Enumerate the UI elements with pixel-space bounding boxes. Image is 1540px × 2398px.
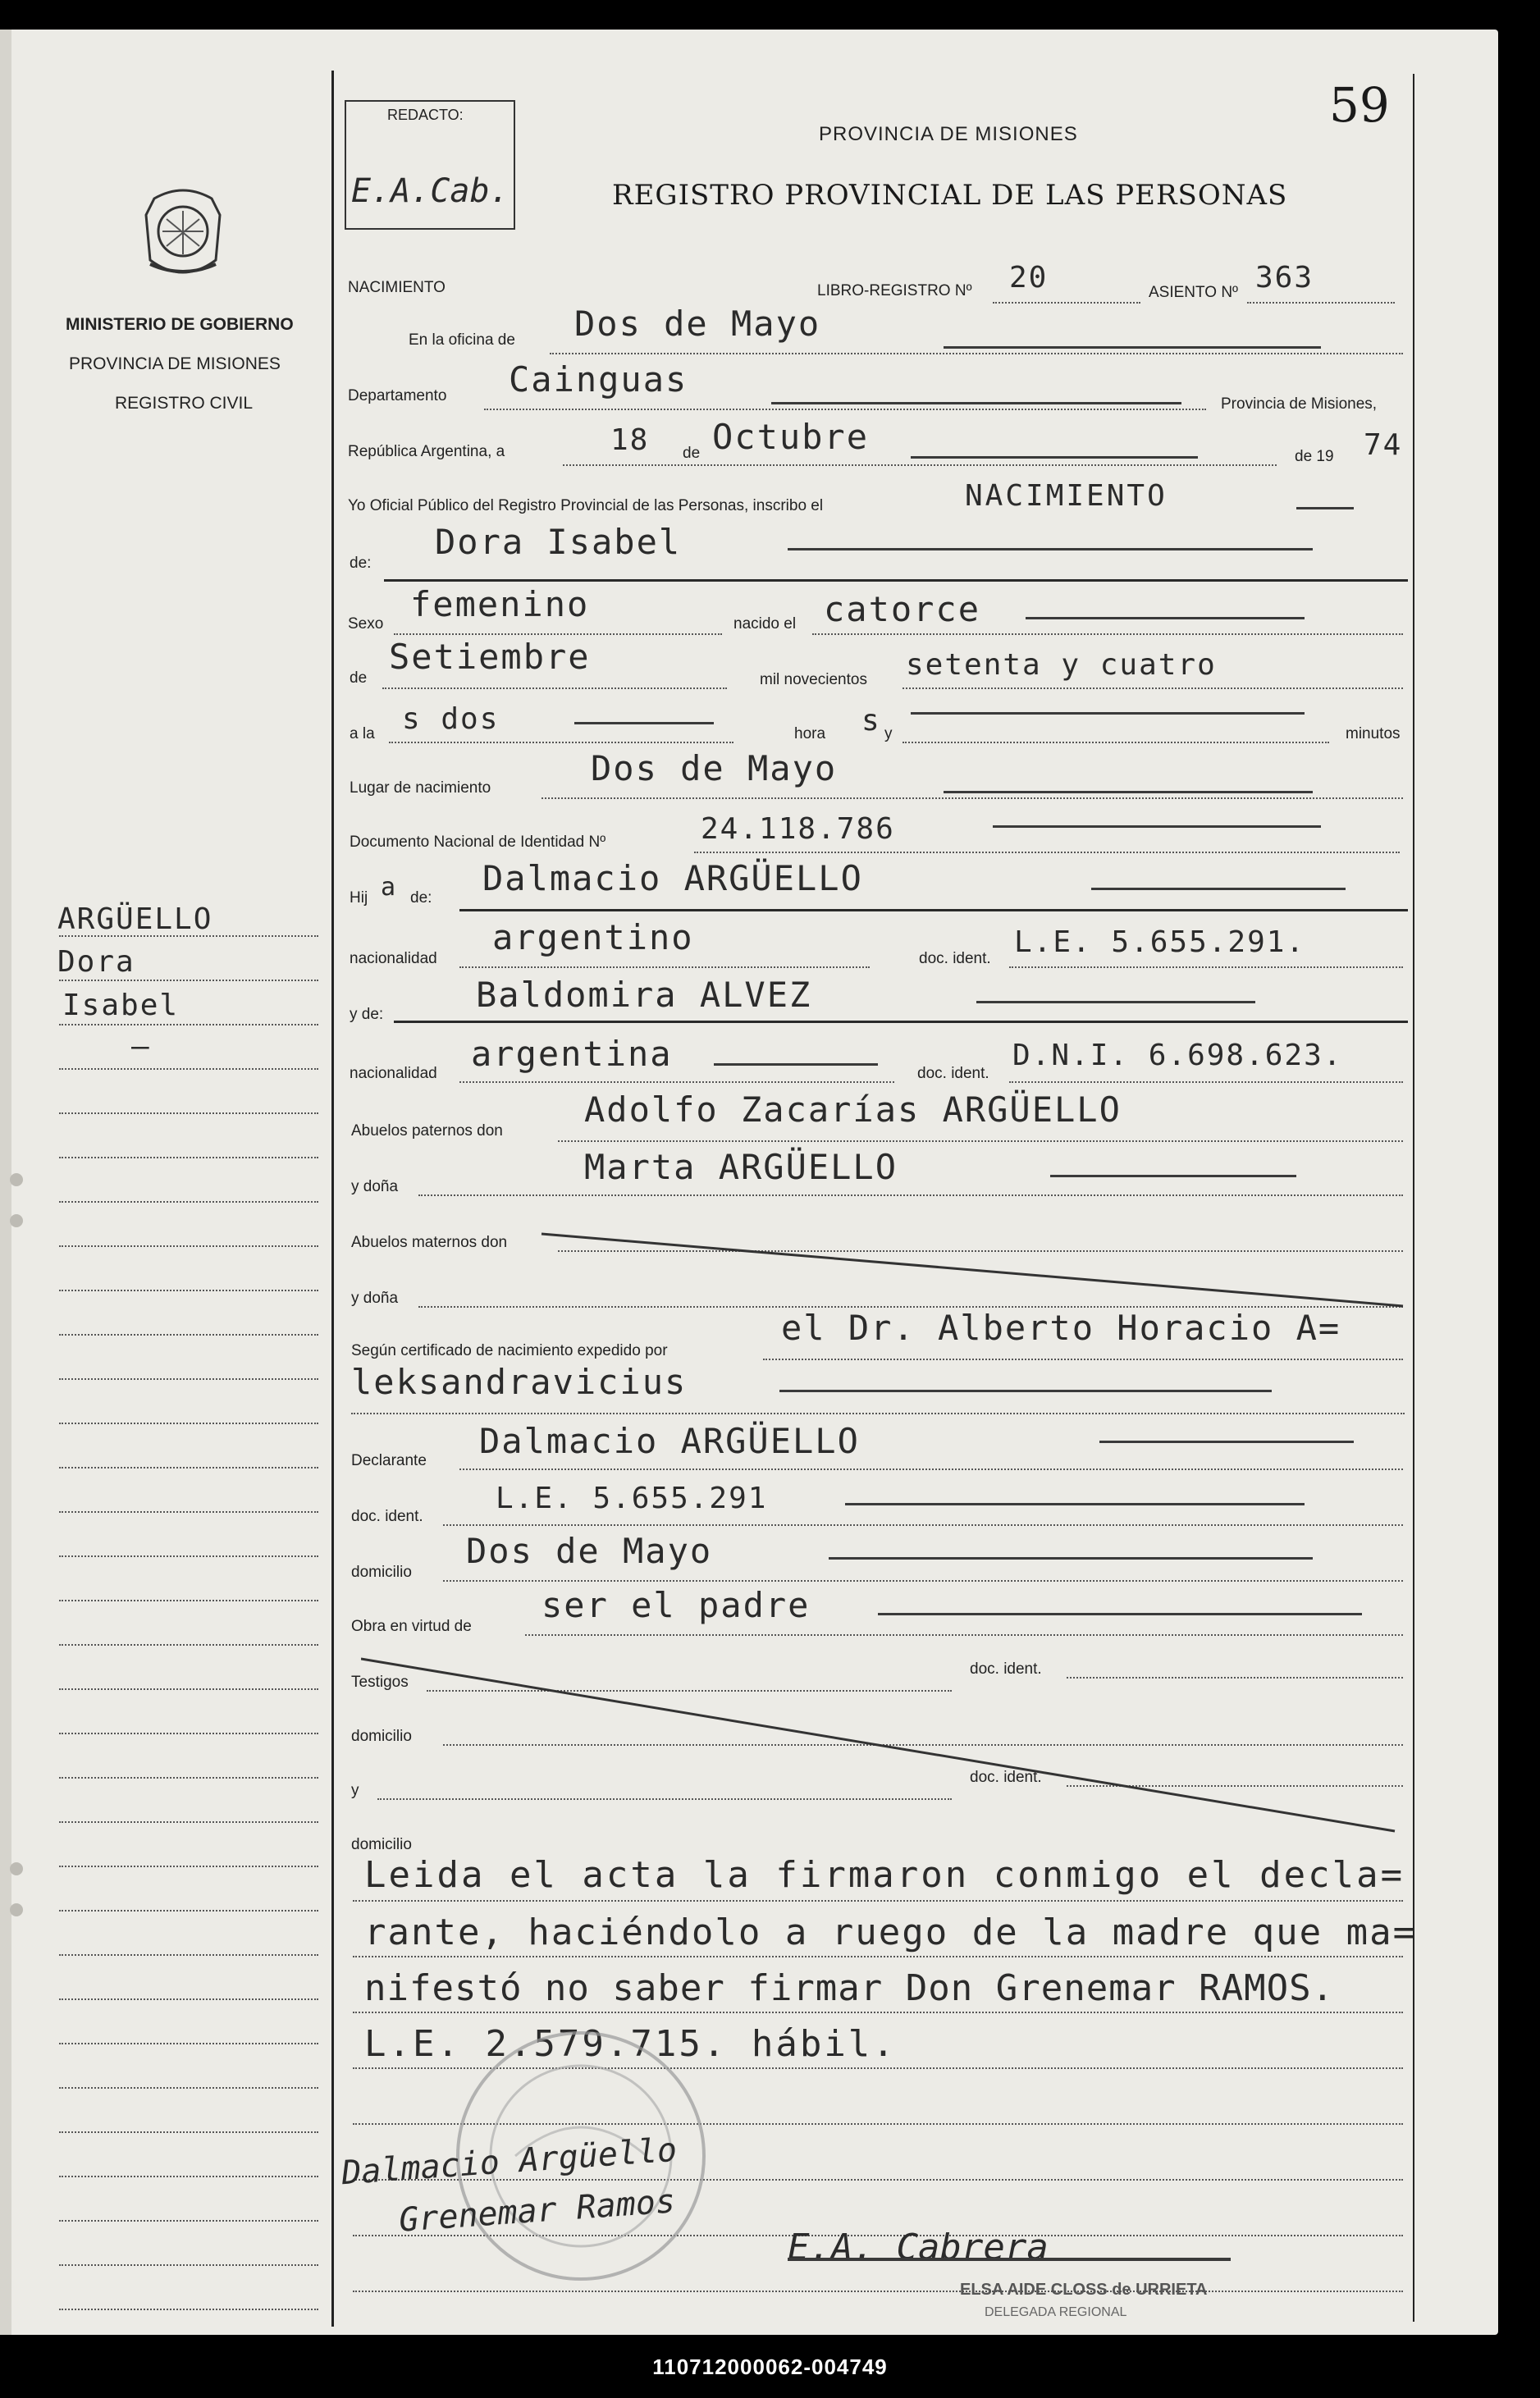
oficina-dots bbox=[550, 353, 1403, 354]
de-label: de bbox=[683, 445, 701, 462]
ministry-line1: MINISTERIO DE GOBIERNO bbox=[66, 315, 294, 334]
segun-dots bbox=[763, 1359, 1403, 1360]
asiento-value: 363 bbox=[1255, 261, 1314, 295]
domicilio-label: domicilio bbox=[351, 1564, 412, 1581]
libro-value: 20 bbox=[1009, 261, 1049, 295]
fill-stroke bbox=[1026, 617, 1305, 619]
nacimiento-label: NACIMIENTO bbox=[348, 279, 446, 296]
madre-nac-label: nacionalidad bbox=[350, 1065, 437, 1082]
official-stamp-line2: DELEGADA REGIONAL bbox=[985, 2305, 1127, 2319]
nota-line2: rante, haciéndolo a ruego de la madre que ma= bbox=[364, 1912, 1417, 1953]
margin-ruled-line bbox=[59, 1777, 318, 1779]
margin-ruled-line bbox=[59, 1644, 318, 1646]
lugar-label: Lugar de nacimiento bbox=[350, 779, 491, 797]
margin-ruled-line bbox=[59, 1688, 318, 1690]
abuelos-mat-label: Abuelos maternos don bbox=[351, 1234, 508, 1251]
segun-value2: leksandravicius bbox=[351, 1362, 688, 1402]
abuela-pat-value: Marta ARGÜELLO bbox=[584, 1147, 898, 1187]
de-label2: de bbox=[350, 669, 368, 687]
margin-ruled-line bbox=[59, 2131, 318, 2133]
segun-label: Según certificado de nacimiento expedido por bbox=[351, 1342, 668, 1359]
fill-stroke bbox=[944, 791, 1313, 793]
margin-ruled-line bbox=[59, 1821, 318, 1823]
madre-doc-dots bbox=[1009, 1081, 1403, 1083]
nombre-value: Dora Isabel bbox=[435, 522, 682, 562]
nacido-value: catorce bbox=[824, 589, 981, 629]
margin-surname: ARGÜELLO bbox=[57, 902, 213, 936]
testigos-label: Testigos bbox=[351, 1674, 409, 1691]
nacido-dots bbox=[812, 633, 1403, 635]
y-de-label: y de: bbox=[350, 1006, 384, 1023]
fill-stroke bbox=[788, 548, 1313, 550]
margin-ruled-line bbox=[59, 1112, 318, 1114]
padre-rule bbox=[459, 909, 1408, 911]
margin-ruled-line bbox=[59, 1290, 318, 1291]
nota-line3: nifestó no saber firmar Don Grenemar RAMOS. bbox=[364, 1967, 1335, 2009]
madre-doc-value: D.N.I. 6.698.623. bbox=[1012, 1039, 1343, 1072]
margin-ruled-line bbox=[59, 1157, 318, 1158]
de-colon-label: de: bbox=[350, 555, 372, 572]
hijo-de-label: de: bbox=[410, 889, 432, 907]
main-ruled-line bbox=[353, 1900, 1403, 1902]
fill-stroke bbox=[829, 1557, 1313, 1560]
margin-name2: Isabel bbox=[62, 989, 180, 1022]
dni-value: 24.118.786 bbox=[701, 812, 895, 846]
margin-ruled-line bbox=[59, 1998, 318, 2000]
fill-stroke bbox=[993, 825, 1321, 828]
lugar-dots bbox=[542, 797, 1403, 799]
declarante-label: Declarante bbox=[351, 1452, 427, 1469]
margin-ruled-line bbox=[59, 2043, 318, 2044]
binding-hole bbox=[10, 1862, 23, 1875]
mil-label: mil novecientos bbox=[760, 671, 867, 688]
margin-rule bbox=[331, 71, 334, 2327]
redacto-initials: E.A.Cab. bbox=[351, 172, 510, 210]
departamento-dots bbox=[484, 409, 1206, 410]
margin-ruled-line bbox=[59, 1423, 318, 1424]
provincia-label: Provincia de Misiones, bbox=[1221, 395, 1378, 413]
padre-doc-dots bbox=[1009, 966, 1403, 968]
padre-doc-value: L.E. 5.655.291. bbox=[1014, 925, 1306, 959]
registry-title: REGISTRO PROVINCIAL DE LAS PERSONAS bbox=[612, 179, 1288, 212]
margin-ruled-line bbox=[59, 1378, 318, 1380]
anio-dots bbox=[903, 687, 1403, 689]
fill-stroke bbox=[911, 456, 1198, 459]
margin-name1: Dora bbox=[57, 945, 135, 979]
year-value: 74 bbox=[1364, 428, 1403, 462]
hijo-suffix: a bbox=[381, 873, 396, 902]
signature-testigo: Grenemar Ramos bbox=[397, 2182, 677, 2240]
y-label2: y bbox=[351, 1782, 359, 1799]
margin-ruled-line bbox=[59, 1068, 318, 1070]
decl-doc-label: doc. ident. bbox=[351, 1508, 423, 1525]
libro-dots bbox=[993, 302, 1140, 304]
testigo2-domicilio-label: domicilio bbox=[351, 1836, 412, 1853]
margin-ruled-line bbox=[59, 1334, 318, 1336]
decl-doc-dots bbox=[443, 1524, 1403, 1526]
abuela-pat-dots bbox=[418, 1194, 1403, 1196]
testigos-doc-label: doc. ident. bbox=[970, 1660, 1042, 1678]
libro-label: LIBRO-REGISTRO Nº bbox=[817, 282, 972, 299]
fill-stroke bbox=[1296, 507, 1354, 509]
madre-nac-dots bbox=[459, 1081, 894, 1083]
asiento-dots bbox=[1247, 302, 1395, 304]
margin-ruled-line bbox=[59, 1511, 318, 1513]
departamento-value: Cainguas bbox=[509, 359, 688, 400]
margin-ruled-line bbox=[59, 980, 318, 981]
main-ruled-line bbox=[353, 1956, 1403, 1957]
obra-dots bbox=[525, 1634, 1403, 1636]
padre-nac-label: nacionalidad bbox=[350, 950, 437, 967]
year-prefix: de 19 bbox=[1295, 448, 1334, 465]
hora-dots bbox=[389, 742, 733, 743]
official-stamp-line1: ELSA AIDE CLOSS de URRIETA bbox=[960, 2281, 1208, 2299]
a-la-label: a la bbox=[350, 725, 375, 742]
sexo-label: Sexo bbox=[348, 615, 384, 633]
margin-ruled-line bbox=[59, 2264, 318, 2266]
right-rule bbox=[1413, 74, 1414, 2322]
fill-stroke bbox=[911, 712, 1305, 715]
minutos-dots bbox=[903, 742, 1329, 743]
obra-label: Obra en virtud de bbox=[351, 1618, 472, 1635]
padre-nac-value: argentino bbox=[492, 917, 694, 957]
fill-stroke bbox=[779, 1390, 1272, 1392]
main-ruled-line bbox=[353, 2291, 1403, 2292]
ministry-line3: REGISTRO CIVIL bbox=[115, 394, 254, 413]
signature-stroke bbox=[788, 2258, 1231, 2261]
inscribo-value: NACIMIENTO bbox=[965, 479, 1168, 513]
margin-ruled-line bbox=[59, 1733, 318, 1734]
fill-stroke bbox=[574, 722, 714, 724]
margin-ruled-line bbox=[59, 2309, 318, 2310]
province-crest-icon bbox=[130, 182, 236, 289]
anio-nac-value: setenta y cuatro bbox=[906, 648, 1217, 682]
declarante-value: Dalmacio ARGÜELLO bbox=[479, 1421, 860, 1461]
fill-stroke bbox=[976, 1001, 1255, 1003]
hora-value: s bbox=[861, 704, 881, 738]
segun-value1: el Dr. Alberto Horacio A= bbox=[781, 1308, 1341, 1348]
mes-nac-value: Setiembre bbox=[389, 637, 591, 677]
oficina-value: Dos de Mayo bbox=[574, 304, 821, 344]
margin-ruled-line bbox=[59, 1954, 318, 1956]
minutos-label: minutos bbox=[1346, 725, 1401, 742]
page-number: 59 bbox=[1329, 77, 1390, 133]
fill-stroke bbox=[714, 1063, 878, 1066]
crossed-out-line bbox=[361, 1656, 1411, 1852]
document-code: 110712000062-004749 bbox=[652, 2355, 888, 2379]
margin-ruled-line bbox=[59, 1467, 318, 1468]
fill-stroke bbox=[1091, 888, 1346, 890]
lugar-value: Dos de Mayo bbox=[591, 748, 838, 788]
domicilio-dots bbox=[443, 1580, 1403, 1582]
hora-label: hora bbox=[794, 725, 826, 742]
madre-value: Baldomira ALVEZ bbox=[476, 975, 812, 1015]
y-label: y bbox=[884, 725, 893, 742]
y-dona-label: y doña bbox=[351, 1178, 399, 1195]
main-ruled-line bbox=[353, 2012, 1403, 2013]
nacido-label: nacido el bbox=[733, 615, 797, 633]
y-dona-mat-label: y doña bbox=[351, 1290, 399, 1307]
abuelo-pat-value: Adolfo Zacarías ARGÜELLO bbox=[584, 1089, 1122, 1130]
province-heading: PROVINCIA DE MISIONES bbox=[819, 123, 1078, 145]
fill-stroke bbox=[845, 1503, 1305, 1505]
padre-value: Dalmacio ARGÜELLO bbox=[482, 858, 863, 898]
nombre-rule bbox=[384, 579, 1408, 582]
fill-stroke bbox=[944, 346, 1321, 349]
asiento-label: ASIENTO Nº bbox=[1149, 284, 1238, 301]
month-value: Octubre bbox=[712, 417, 870, 457]
margin-ruled-line bbox=[59, 1600, 318, 1601]
a-la-value: s dos bbox=[402, 702, 500, 736]
fill-stroke bbox=[1050, 1175, 1296, 1177]
margin-ruled-line bbox=[59, 1024, 318, 1025]
abuelo-pat-dots bbox=[558, 1140, 1403, 1142]
madre-nac-value: argentina bbox=[471, 1034, 673, 1074]
day-value: 18 bbox=[610, 423, 650, 457]
binding-hole bbox=[10, 1214, 23, 1227]
dni-label: Documento Nacional de Identidad Nº bbox=[350, 834, 606, 851]
declarante-dots bbox=[459, 1468, 1403, 1470]
margin-ruled-line bbox=[59, 1866, 318, 1867]
margin-ruled-line bbox=[59, 1910, 318, 1912]
margin-dash: — bbox=[131, 1030, 151, 1063]
dni-dots bbox=[694, 852, 1400, 853]
margin-ruled-line bbox=[59, 2176, 318, 2177]
ministry-line2: PROVINCIA DE MISIONES bbox=[69, 354, 281, 373]
segun2-dots bbox=[351, 1413, 1405, 1414]
margin-ruled-line bbox=[59, 2087, 318, 2089]
testigos-domicilio-label: domicilio bbox=[351, 1728, 412, 1745]
crossed-out-line bbox=[525, 1227, 1411, 1318]
binding-hole bbox=[10, 1903, 23, 1916]
oficial-label: Yo Oficial Público del Registro Provincial de las Personas, inscribo el bbox=[348, 497, 824, 514]
padre-nac-dots bbox=[459, 966, 870, 968]
fill-stroke bbox=[1099, 1441, 1354, 1443]
binding-hole bbox=[10, 1173, 23, 1186]
sexo-value: femenino bbox=[410, 584, 590, 624]
margin-ruled-line bbox=[59, 1555, 318, 1557]
fecha-dots bbox=[563, 464, 1277, 466]
nota-line1: Leida el acta la firmaron conmigo el decla= bbox=[364, 1854, 1405, 1896]
testigo2-doc-label: doc. ident. bbox=[970, 1769, 1042, 1786]
abuelos-pat-label: Abuelos paternos don bbox=[351, 1122, 503, 1140]
padre-doc-label: doc. ident. bbox=[919, 950, 991, 967]
madre-rule bbox=[394, 1021, 1408, 1023]
obra-value: ser el padre bbox=[542, 1585, 811, 1625]
domicilio-value: Dos de Mayo bbox=[466, 1531, 713, 1571]
sexo-dots bbox=[394, 633, 722, 635]
signature-oficial: E.A. Cabrera bbox=[788, 2227, 1049, 2268]
oficina-label: En la oficina de bbox=[409, 331, 515, 349]
redacto-label: REDACTO: bbox=[387, 107, 464, 123]
signature-declarante: Dalmacio Argüello bbox=[340, 2131, 679, 2193]
fill-stroke bbox=[771, 402, 1181, 404]
margin-ruled-line bbox=[59, 1245, 318, 1247]
mes-dots bbox=[382, 687, 727, 689]
margin-ruled-line bbox=[59, 1201, 318, 1203]
decl-doc-value: L.E. 5.655.291 bbox=[496, 1482, 768, 1515]
madre-doc-label: doc. ident. bbox=[917, 1065, 989, 1082]
departamento-label: Departamento bbox=[348, 387, 447, 404]
hijo-label: Hij bbox=[350, 889, 368, 907]
margin-ruled-line bbox=[59, 2220, 318, 2222]
nota-line4: L.E. 2.579.715. hábil. bbox=[364, 2023, 897, 2065]
fill-stroke bbox=[878, 1613, 1362, 1615]
republica-label: República Argentina, a bbox=[348, 443, 505, 460]
